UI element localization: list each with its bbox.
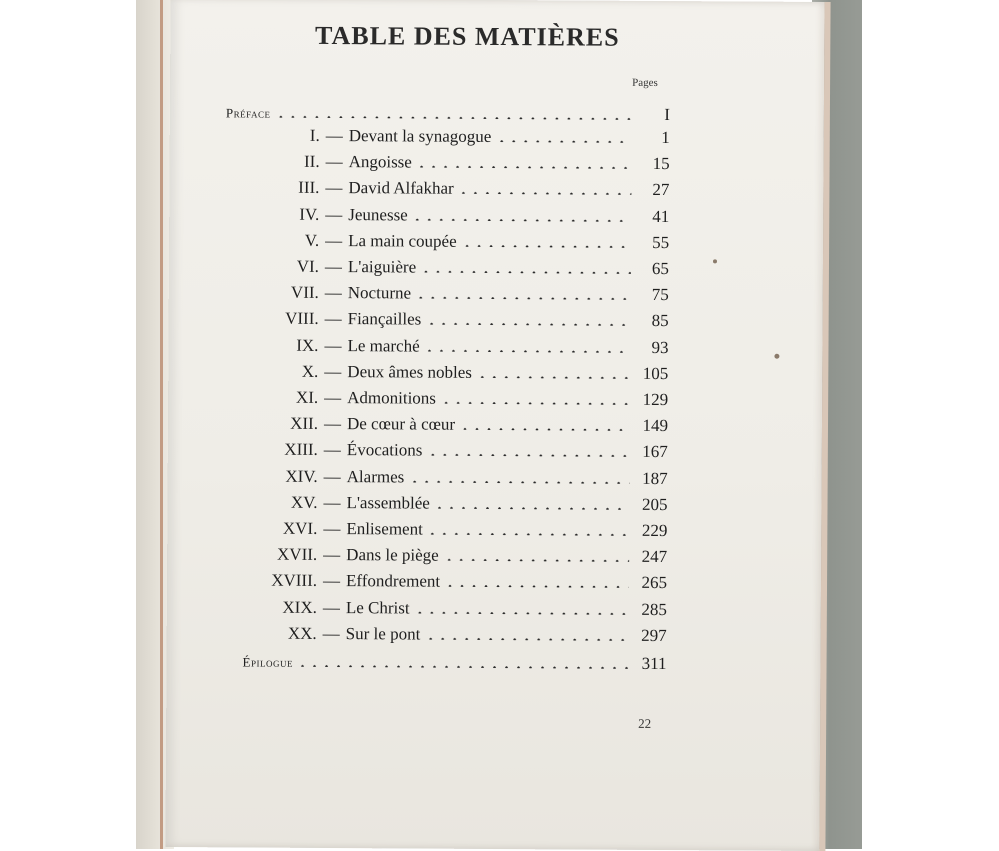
chapter-title: David Alfakhar xyxy=(348,178,454,199)
chapter-title: Nocturne xyxy=(347,283,412,303)
chapter-numeral: VIII. xyxy=(285,309,319,329)
entry-label: Épilogue xyxy=(242,654,294,670)
page-number: 1 xyxy=(661,128,670,148)
dot-leader xyxy=(416,166,632,169)
chapter-title: Sur le pont xyxy=(345,623,421,644)
dot-leader xyxy=(476,376,630,379)
toc-entry xyxy=(225,571,667,594)
toc-entry xyxy=(225,597,667,620)
chapter-title: Le marché xyxy=(347,335,420,356)
chapter-title: Le Christ xyxy=(345,597,410,618)
dot-leader xyxy=(427,533,630,536)
page-number: 129 xyxy=(642,389,669,410)
em-dash: — xyxy=(324,283,342,303)
chapter-numeral: XVIII. xyxy=(271,571,318,591)
page-number: 265 xyxy=(641,573,668,593)
page-number: 311 xyxy=(641,653,667,674)
toc-entry xyxy=(225,518,667,541)
page-edge-shadow xyxy=(160,0,163,849)
chapter-numeral: XX. xyxy=(287,623,317,643)
toc-entry xyxy=(226,335,668,358)
chapter-numeral: VI. xyxy=(296,256,320,276)
dot-leader xyxy=(424,637,628,640)
em-dash: — xyxy=(323,414,342,434)
chapter-title: Deux âmes nobles xyxy=(347,361,473,382)
page-number: 41 xyxy=(652,206,670,226)
em-dash: — xyxy=(323,466,341,486)
dot-leader xyxy=(426,454,629,457)
chapter-title: Fiançailles xyxy=(347,309,422,329)
em-dash: — xyxy=(324,309,342,329)
dot-leader xyxy=(444,585,629,588)
chapter-title: Alarmes xyxy=(346,466,405,487)
chapter-title: Évocations xyxy=(346,440,423,460)
toc-entry xyxy=(226,361,668,384)
toc-entry xyxy=(227,309,669,332)
paper-speck xyxy=(774,354,779,359)
chapter-title: Angoisse xyxy=(348,152,412,172)
page-number: 285 xyxy=(641,599,667,619)
dot-leader xyxy=(414,611,629,614)
toc-entry xyxy=(226,440,668,463)
chapter-title: De cœur à cœur xyxy=(346,414,456,434)
page-number: 15 xyxy=(652,154,670,174)
chapter-numeral: XVII. xyxy=(277,544,318,565)
page-number: 93 xyxy=(651,337,669,357)
chapter-numeral: X. xyxy=(301,361,319,381)
chapter-title: L'aiguière xyxy=(347,257,417,277)
chapter-numeral: XIII. xyxy=(284,440,318,460)
em-dash: — xyxy=(324,361,342,381)
entry-label: Préface xyxy=(225,105,271,121)
page-number: 55 xyxy=(652,232,670,252)
page-number: 247 xyxy=(641,547,668,567)
dot-leader xyxy=(495,140,631,143)
em-dash: — xyxy=(322,623,340,643)
page-number: 205 xyxy=(641,494,668,514)
toc-entry xyxy=(228,152,670,175)
dot-leader xyxy=(408,480,629,483)
dot-leader xyxy=(458,192,632,195)
page-number: 187 xyxy=(642,468,668,488)
em-dash: — xyxy=(325,152,343,172)
chapter-numeral: XV. xyxy=(290,492,318,512)
chapter-numeral: I. xyxy=(309,125,320,145)
paper-speck xyxy=(713,259,717,263)
dot-leader xyxy=(443,559,629,562)
dot-leader xyxy=(434,506,630,509)
page-number: 27 xyxy=(652,180,670,200)
chapter-numeral: XI. xyxy=(295,387,319,407)
chapter-numeral: XIX. xyxy=(282,597,317,617)
chapter-title: Enlisement xyxy=(346,519,423,539)
toc-entry xyxy=(225,623,667,646)
page-number: 229 xyxy=(641,520,668,541)
chapter-title: Effondrement xyxy=(345,571,441,592)
em-dash: — xyxy=(325,125,343,146)
page-number: 297 xyxy=(641,625,667,645)
dot-leader xyxy=(440,402,630,405)
page-number: I xyxy=(664,105,670,125)
chapter-title: Jeunesse xyxy=(348,204,408,225)
em-dash: — xyxy=(325,178,343,198)
dot-leader xyxy=(461,245,631,248)
chapter-numeral: II. xyxy=(303,152,320,172)
em-dash: — xyxy=(323,440,341,460)
dot-leader xyxy=(415,297,631,300)
toc-entry xyxy=(225,492,667,515)
em-dash: — xyxy=(323,518,341,539)
chapter-title: Dans le piège xyxy=(346,545,439,565)
page-number: 85 xyxy=(651,311,669,331)
toc-entry-preface xyxy=(226,102,670,125)
dot-leader xyxy=(274,116,631,120)
em-dash: — xyxy=(322,597,340,617)
chapter-numeral: XII. xyxy=(290,413,319,434)
em-dash: — xyxy=(323,492,341,512)
em-dash: — xyxy=(325,204,343,224)
page-title: TABLE DES MATIÈRES xyxy=(315,20,620,52)
em-dash: — xyxy=(323,545,341,565)
toc-entry xyxy=(226,414,668,437)
page-number: 65 xyxy=(651,258,670,279)
em-dash: — xyxy=(324,335,342,355)
chapter-title: Admonitions xyxy=(347,388,437,408)
folio-number: 22 xyxy=(638,715,652,731)
toc-entry xyxy=(228,125,670,148)
toc-entry-epilogue xyxy=(242,651,666,674)
toc-entry xyxy=(225,545,667,568)
em-dash: — xyxy=(322,571,341,591)
toc-entry xyxy=(227,256,669,279)
chapter-numeral: IX. xyxy=(296,335,319,355)
chapter-title: Devant la synagogue xyxy=(348,126,492,146)
book-page xyxy=(165,0,824,851)
em-dash: — xyxy=(324,256,343,277)
dot-leader xyxy=(425,323,630,326)
toc-entry xyxy=(227,283,669,306)
dot-leader xyxy=(297,665,629,669)
page-number: 167 xyxy=(642,442,668,462)
dot-leader xyxy=(420,271,631,274)
page-number: 105 xyxy=(642,363,669,383)
em-dash: — xyxy=(325,230,343,250)
page-number: 149 xyxy=(642,416,669,436)
chapter-numeral: XIV. xyxy=(285,466,318,486)
chapter-numeral: III. xyxy=(298,178,320,198)
pages-column-label: Pages xyxy=(632,76,658,89)
toc-entry xyxy=(227,230,669,253)
toc-entry xyxy=(227,178,669,201)
em-dash: — xyxy=(324,387,342,408)
dot-leader xyxy=(424,349,631,352)
toc-entry xyxy=(226,387,668,410)
chapter-numeral: VII. xyxy=(290,282,319,303)
chapter-numeral: IV. xyxy=(299,204,320,224)
toc-entry xyxy=(227,204,669,227)
chapter-numeral: XVI. xyxy=(282,518,318,538)
dot-leader xyxy=(412,218,632,221)
page-number: 75 xyxy=(651,285,669,305)
dot-leader xyxy=(459,428,630,431)
chapter-title: La main coupée xyxy=(348,230,457,251)
toc-entry xyxy=(226,466,668,489)
chapter-numeral: V. xyxy=(304,230,320,250)
chapter-title: L'assemblée xyxy=(346,492,430,513)
